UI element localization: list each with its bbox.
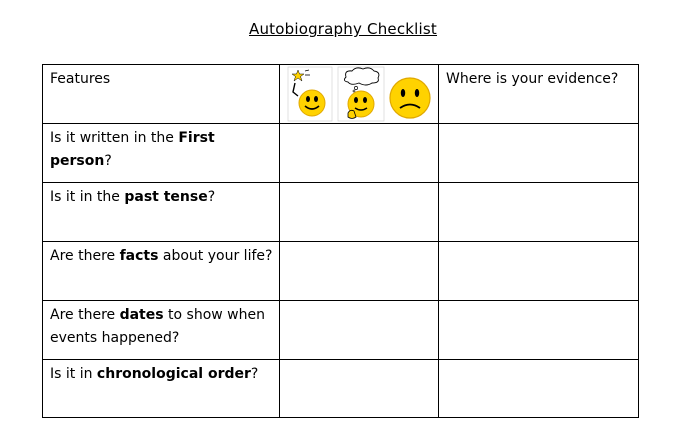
rating-cell[interactable] — [280, 360, 439, 418]
feature-text: to show when events happened? — [50, 307, 265, 346]
evidence-cell[interactable] — [439, 183, 639, 242]
feature-keyword: First person — [50, 130, 215, 169]
feature-text: about your life? — [158, 248, 273, 264]
feature-cell — [43, 124, 280, 183]
evidence-cell[interactable] — [439, 124, 639, 183]
feature-keyword: dates — [119, 307, 164, 323]
feature-text: Is it in — [50, 366, 97, 382]
feature-cell — [43, 360, 280, 418]
table-row — [43, 242, 639, 301]
table-row — [43, 301, 639, 360]
feature-text: Are there — [50, 307, 120, 323]
feature-keyword: chronological order — [96, 366, 251, 382]
feature-cell — [43, 183, 280, 242]
star-idea-smiley-icon — [288, 67, 332, 121]
rating-cell[interactable] — [280, 183, 439, 242]
rating-cell[interactable] — [280, 242, 439, 301]
rating-cell[interactable] — [280, 124, 439, 183]
features-header-cell — [43, 65, 280, 124]
feature-text: Is it written in the — [50, 130, 179, 146]
table-row — [43, 124, 639, 183]
evidence-header: Where is your evidence? — [446, 71, 619, 87]
header-row — [43, 65, 639, 124]
sad-smiley-icon — [390, 78, 430, 118]
thinking-smiley-icon — [338, 67, 384, 121]
checklist-table — [42, 64, 639, 418]
features-header: Features — [50, 71, 111, 87]
evidence-cell[interactable] — [439, 242, 639, 301]
table-row — [43, 360, 639, 418]
evidence-header-cell — [439, 65, 639, 124]
rating-cell[interactable] — [280, 301, 439, 360]
table-row — [43, 183, 639, 242]
feature-text: ? — [104, 153, 112, 169]
document-title: Autobiography Checklist — [248, 20, 438, 38]
evidence-cell[interactable] — [439, 301, 639, 360]
feature-text: Are there — [50, 248, 120, 264]
feature-keyword: facts — [119, 248, 159, 264]
feature-keyword: past tense — [124, 189, 208, 205]
rating-icons — [286, 65, 436, 123]
feature-text: ? — [250, 366, 259, 382]
feature-cell — [43, 301, 280, 360]
feature-text: ? — [207, 189, 216, 205]
rating-icons-cell — [280, 65, 439, 124]
feature-cell — [43, 242, 280, 301]
feature-text: Is it in the — [50, 189, 125, 205]
evidence-cell[interactable] — [439, 360, 639, 418]
